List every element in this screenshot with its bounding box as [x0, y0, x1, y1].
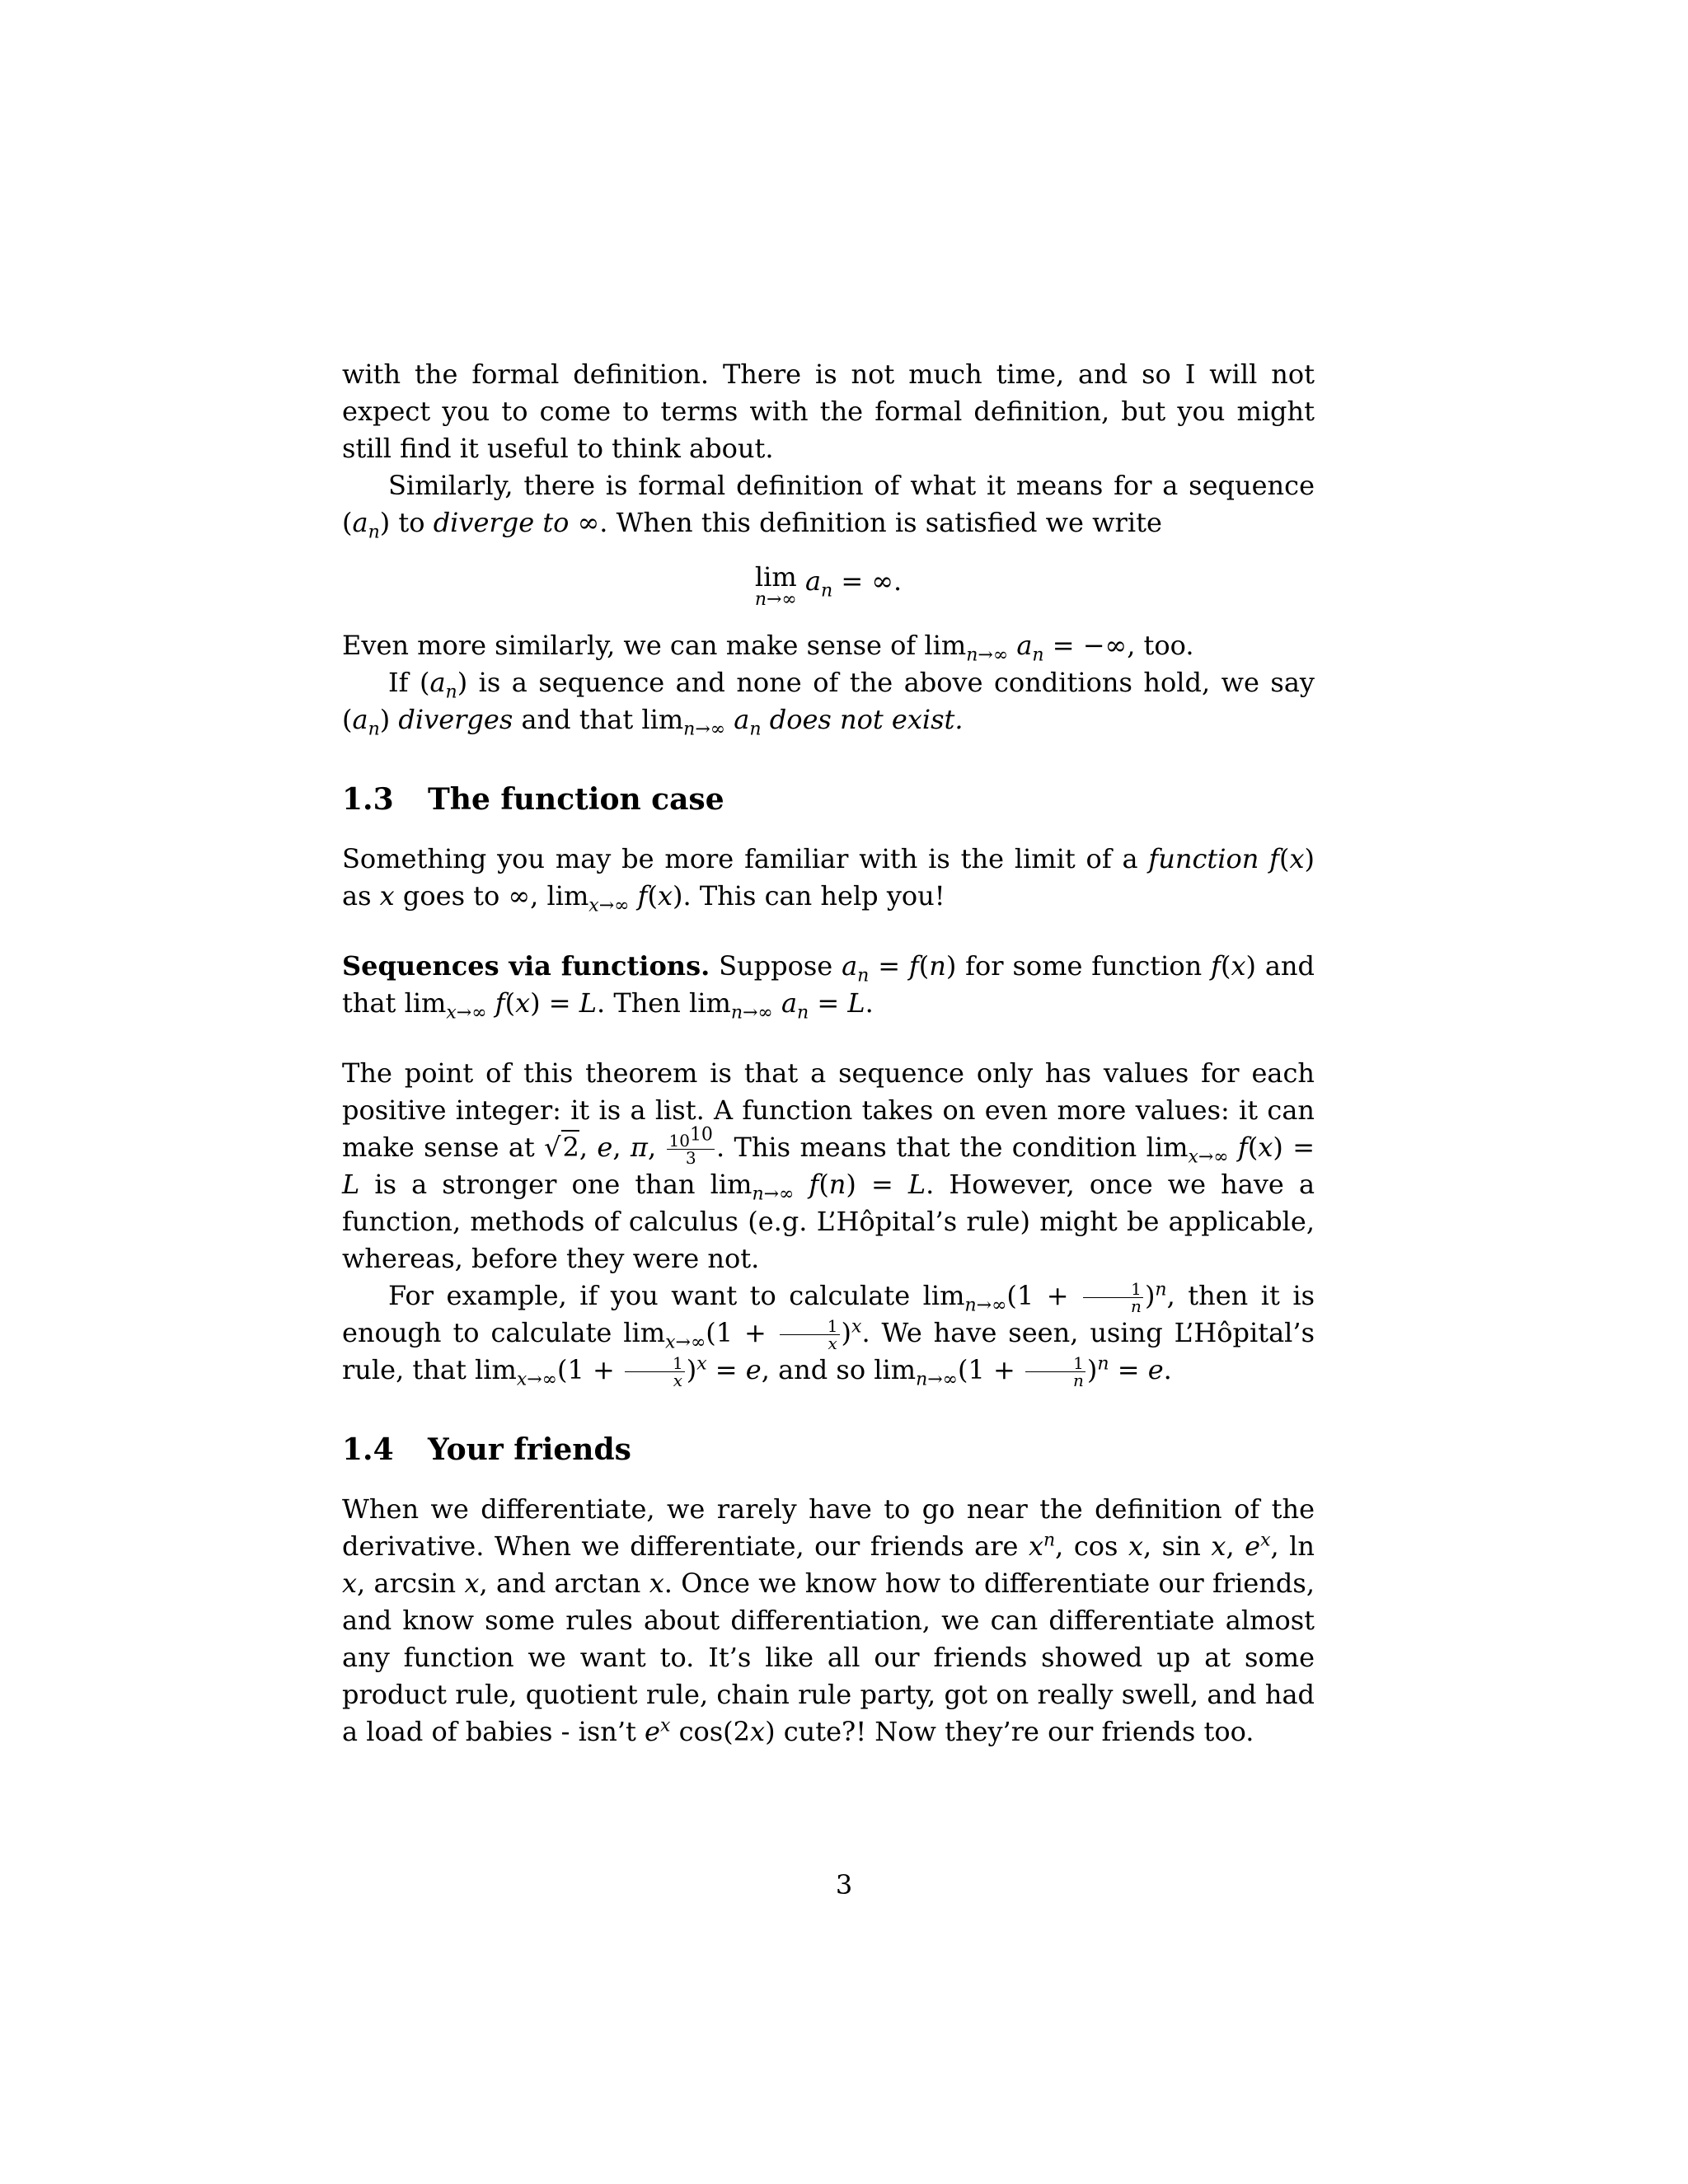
page-body	[342, 356, 1315, 1750]
section-1-3-paragraph-1: Something you may be more familiar with is the limit of a function f(x) as x goes to ∞, $\lim_{x\to\infty} f(x)$. This can help you!	[342, 843, 1315, 916]
section-1-3-paragraph-2: The point of this theorem is that a sequence only has values for each positive integer: it is a list. A function takes on even more values: it can make sense at √2, e, π, $\frac{10^{10}}{3}$ . This means that the condition $\lim_{x\to\infty} f(x) = L$ is a stronger one than $\lim_{n\to\infty} f(n) = L$. However, once we have a function, methods of calculus (e.g. L’Hôpital’s rule) might be applicable, whereas, before they were not.	[342, 1057, 1315, 1274]
section-heading-1-3: 1.3 The function case	[342, 782, 724, 817]
section-1-4-paragraph-1: When we differentiate, we rarely have to go near the definition of the derivative. When we differentiate, our friends are $x^n$, cos x, sin x, $e^x$, ln x, arcsin x, and arctan x. Once we know how to differentiate our friends, and know some rules about differentiation, we can differentiate almost any function we want to. It’s like all our friends showed up at some product rule, quotient rule, chain rule party, got on really swell, and had a load of babies - isn’t $e^x$ cos(2x) cute?! Now they’re our friends too.	[342, 1493, 1315, 1747]
section-heading-1-4: 1.4 Your friends	[342, 1432, 631, 1467]
intro-paragraph-2: Similarly, there is formal definition of what it means for a sequence $(a_n)$ to diverge to ∞. When this definition is satisfied we write	[342, 470, 1315, 543]
intro-paragraph-3: Even more similarly, we can make sense of $\lim_{n\to\infty} a_n$ = −∞, too.	[342, 630, 1194, 666]
section-1-3-paragraph-3: For example, if you want to calculate $\lim_{n\to\infty}(1$ + $\frac{1}{n}$ )$^n$, then it is enough to calculate $\lim_{x\to\infty}(1$ + $\frac{1}{x}$ )$^x$. We have seen, using L’Hôpital’s rule, that $\lim_{x\to\infty}(1$ + $\frac{1}{x}$ )$^x$ = e, and so $\lim_{n\to\infty}(1$ + $\frac{1}{n}$ )$^n$ = e.	[342, 1279, 1315, 1390]
intro-paragraph-1: with the formal definition. There is not much time, and so I will not expect you to come to terms with the formal definition, but you might still find it useful to think about.	[342, 359, 1315, 464]
intro-paragraph-4: If $(a_n)$ is a sequence and none of the above conditions hold, we say $(a_n)$ diverges and that $\lim_{n\to\infty} a_n$ does not exist.	[342, 667, 1315, 740]
theorem-sequences-via-functions: Sequences via functions. Suppose $a_n = f(n)$ for some function f(x) and that $\lim_{x\to\infty} f(x) = L$. Then $\lim_{n\to\infty} a_n = L$.	[342, 950, 1315, 1024]
display-equation: lim n→∞ $a_n$ = ∞.	[754, 561, 903, 610]
page-number: 3	[835, 1869, 853, 1900]
